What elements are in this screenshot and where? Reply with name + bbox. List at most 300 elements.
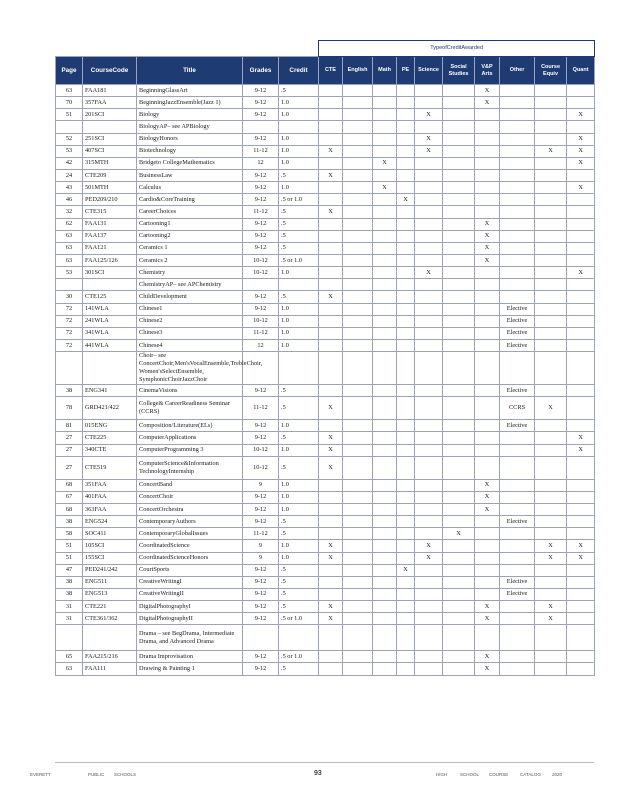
cell-course-equiv bbox=[535, 516, 567, 528]
cell-pe bbox=[397, 303, 415, 315]
cell-cte bbox=[319, 352, 343, 385]
cell-math bbox=[373, 663, 397, 675]
cell-quant: X bbox=[567, 540, 595, 552]
cell-vp-arts bbox=[475, 169, 500, 181]
cell-science bbox=[415, 85, 443, 97]
cell-vp-arts bbox=[475, 206, 500, 218]
cell-pe bbox=[397, 528, 415, 540]
cell-other: Elective bbox=[500, 516, 535, 528]
cell-course-code: 357FAA bbox=[83, 97, 137, 109]
cell-quant bbox=[567, 97, 595, 109]
cell-vp-arts bbox=[475, 157, 500, 169]
cell-course-code: 301SCI bbox=[83, 267, 137, 279]
cell-cte: X bbox=[319, 206, 343, 218]
cell-vp-arts: X bbox=[475, 218, 500, 230]
cell-page: 63 bbox=[56, 254, 83, 266]
cell-page: 27 bbox=[56, 456, 83, 479]
cell-social-studies bbox=[443, 315, 475, 327]
cell-english bbox=[343, 315, 373, 327]
cell-cte: X bbox=[319, 397, 343, 420]
cell-pe bbox=[397, 85, 415, 97]
cell-grades: 12 bbox=[243, 339, 279, 351]
cell-credit: .5 bbox=[279, 601, 319, 613]
cell-course-code bbox=[83, 625, 137, 651]
cell-pe bbox=[397, 121, 415, 133]
cell-math bbox=[373, 339, 397, 351]
cell-other bbox=[500, 109, 535, 121]
cell-course-equiv bbox=[535, 254, 567, 266]
cell-title: ComputerScience&Information TechnologyInternship bbox=[137, 456, 243, 479]
cell-pe: X bbox=[397, 194, 415, 206]
course-credit-table bbox=[55, 40, 595, 676]
cell-math bbox=[373, 491, 397, 503]
cell-quant bbox=[567, 230, 595, 242]
table-row bbox=[56, 503, 595, 515]
cell-grades: 9-12 bbox=[243, 230, 279, 242]
cell-page bbox=[56, 279, 83, 291]
cell-vp-arts bbox=[475, 267, 500, 279]
cell-title: ConcertBand bbox=[137, 479, 243, 491]
col-header-cte: CTE bbox=[319, 57, 343, 85]
cell-course-code: CTE225 bbox=[83, 432, 137, 444]
cell-math bbox=[373, 588, 397, 600]
cell-vp-arts: X bbox=[475, 85, 500, 97]
cell-social-studies bbox=[443, 576, 475, 588]
cell-english bbox=[343, 291, 373, 303]
cell-math bbox=[373, 279, 397, 291]
cell-math bbox=[373, 397, 397, 420]
cell-title: CoordinatedScience bbox=[137, 540, 243, 552]
cell-title: ContemporaryAuthors bbox=[137, 516, 243, 528]
cell-quant bbox=[567, 613, 595, 625]
cell-cte: X bbox=[319, 540, 343, 552]
cell-pe bbox=[397, 218, 415, 230]
cell-science bbox=[415, 397, 443, 420]
cell-grades: 10-12 bbox=[243, 254, 279, 266]
cell-science bbox=[415, 230, 443, 242]
cell-science: X bbox=[415, 267, 443, 279]
cell-pe bbox=[397, 157, 415, 169]
cell-course-code: ENG341 bbox=[83, 385, 137, 397]
cell-other: Elective bbox=[500, 303, 535, 315]
cell-social-studies bbox=[443, 352, 475, 385]
cell-pe bbox=[397, 420, 415, 432]
cell-page: 53 bbox=[56, 145, 83, 157]
cell-page: 72 bbox=[56, 315, 83, 327]
cell-social-studies bbox=[443, 420, 475, 432]
cell-social-studies bbox=[443, 218, 475, 230]
cell-social-studies: X bbox=[443, 528, 475, 540]
cell-quant bbox=[567, 576, 595, 588]
cell-cte bbox=[319, 194, 343, 206]
cell-cte bbox=[319, 564, 343, 576]
cell-credit: 1.0 bbox=[279, 315, 319, 327]
cell-credit: 1.0 bbox=[279, 420, 319, 432]
cell-credit: .5 bbox=[279, 663, 319, 675]
cell-science bbox=[415, 194, 443, 206]
cell-vp-arts bbox=[475, 385, 500, 397]
cell-vp-arts bbox=[475, 303, 500, 315]
cell-page: 63 bbox=[56, 663, 83, 675]
cell-page: 63 bbox=[56, 242, 83, 254]
cell-grades: 9-12 bbox=[243, 601, 279, 613]
cell-other: Elective bbox=[500, 315, 535, 327]
cell-grades bbox=[243, 625, 279, 651]
cell-other bbox=[500, 528, 535, 540]
footer-district-2: PUBLIC bbox=[88, 772, 105, 777]
cell-vp-arts bbox=[475, 444, 500, 456]
cell-vp-arts bbox=[475, 194, 500, 206]
cell-pe bbox=[397, 385, 415, 397]
cell-math bbox=[373, 576, 397, 588]
cell-vp-arts: X bbox=[475, 242, 500, 254]
cell-pe bbox=[397, 133, 415, 145]
cell-page: 24 bbox=[56, 169, 83, 181]
cell-pe bbox=[397, 444, 415, 456]
cell-grades: 10-12 bbox=[243, 444, 279, 456]
cell-quant bbox=[567, 625, 595, 651]
cell-credit: .5 bbox=[279, 528, 319, 540]
cell-math bbox=[373, 206, 397, 218]
cell-math bbox=[373, 456, 397, 479]
cell-title: Cartooning2 bbox=[137, 230, 243, 242]
cell-other: Elective bbox=[500, 339, 535, 351]
cell-quant bbox=[567, 279, 595, 291]
cell-math bbox=[373, 552, 397, 564]
cell-social-studies bbox=[443, 516, 475, 528]
cell-course-code: PED209/210 bbox=[83, 194, 137, 206]
cell-title: CoordinatedScienceHonors bbox=[137, 552, 243, 564]
cell-grades: 9-12 bbox=[243, 194, 279, 206]
cell-math bbox=[373, 254, 397, 266]
cell-cte bbox=[319, 109, 343, 121]
cell-title: College& CareerReadiness Seminar (CCRS) bbox=[137, 397, 243, 420]
cell-grades: 9-12 bbox=[243, 385, 279, 397]
cell-vp-arts bbox=[475, 576, 500, 588]
cell-page: 27 bbox=[56, 432, 83, 444]
cell-credit: .5 bbox=[279, 576, 319, 588]
cell-cte bbox=[319, 133, 343, 145]
table-row bbox=[56, 279, 595, 291]
table-row bbox=[56, 145, 595, 157]
cell-course-equiv bbox=[535, 303, 567, 315]
cell-course-equiv: X bbox=[535, 540, 567, 552]
cell-other: Elective bbox=[500, 385, 535, 397]
cell-grades: 9 bbox=[243, 540, 279, 552]
cell-course-code: 441WLA bbox=[83, 339, 137, 351]
cell-social-studies bbox=[443, 339, 475, 351]
cell-credit: 1.0 bbox=[279, 182, 319, 194]
col-header-course-equiv: Course Equiv bbox=[535, 57, 567, 85]
cell-grades: 9-12 bbox=[243, 303, 279, 315]
cell-english bbox=[343, 97, 373, 109]
cell-quant: X bbox=[567, 109, 595, 121]
cell-quant bbox=[567, 194, 595, 206]
cell-english bbox=[343, 327, 373, 339]
cell-cte: X bbox=[319, 432, 343, 444]
table-row bbox=[56, 352, 595, 385]
cell-english bbox=[343, 397, 373, 420]
cell-credit: .5 bbox=[279, 516, 319, 528]
cell-cte bbox=[319, 157, 343, 169]
cell-social-studies bbox=[443, 444, 475, 456]
cell-cte: X bbox=[319, 601, 343, 613]
cell-science bbox=[415, 169, 443, 181]
cell-science bbox=[415, 651, 443, 663]
cell-cte bbox=[319, 503, 343, 515]
cell-cte bbox=[319, 420, 343, 432]
cell-page: 65 bbox=[56, 651, 83, 663]
cell-cte bbox=[319, 385, 343, 397]
cell-social-studies bbox=[443, 194, 475, 206]
cell-pe bbox=[397, 588, 415, 600]
cell-credit: 1.0 bbox=[279, 303, 319, 315]
cell-grades: 9-12 bbox=[243, 169, 279, 181]
cell-course-code: CTE315 bbox=[83, 206, 137, 218]
cell-quant bbox=[567, 651, 595, 663]
cell-other bbox=[500, 206, 535, 218]
cell-english bbox=[343, 267, 373, 279]
cell-title: Biotechnology bbox=[137, 145, 243, 157]
cell-course-equiv bbox=[535, 194, 567, 206]
table-row bbox=[56, 588, 595, 600]
cell-math bbox=[373, 242, 397, 254]
cell-vp-arts: X bbox=[475, 601, 500, 613]
cell-science bbox=[415, 432, 443, 444]
cell-english bbox=[343, 552, 373, 564]
cell-pe bbox=[397, 651, 415, 663]
cell-course-equiv bbox=[535, 327, 567, 339]
cell-course-code: 351FAA bbox=[83, 479, 137, 491]
cell-social-studies bbox=[443, 456, 475, 479]
cell-credit: 1.0 bbox=[279, 157, 319, 169]
cell-course-equiv: X bbox=[535, 397, 567, 420]
cell-course-code: 340CTE bbox=[83, 444, 137, 456]
cell-quant bbox=[567, 315, 595, 327]
cell-pe bbox=[397, 516, 415, 528]
cell-credit: .5 bbox=[279, 432, 319, 444]
cell-english bbox=[343, 601, 373, 613]
cell-course-code: FAA121 bbox=[83, 242, 137, 254]
cell-credit: .5 bbox=[279, 456, 319, 479]
cell-page: 67 bbox=[56, 491, 83, 503]
cell-course-equiv bbox=[535, 576, 567, 588]
cell-course-equiv: X bbox=[535, 601, 567, 613]
cell-course-code bbox=[83, 121, 137, 133]
cell-quant bbox=[567, 254, 595, 266]
cell-credit: 1.0 bbox=[279, 133, 319, 145]
cell-math bbox=[373, 194, 397, 206]
cell-course-code: 401FAA bbox=[83, 491, 137, 503]
cell-math bbox=[373, 230, 397, 242]
cell-cte bbox=[319, 97, 343, 109]
cell-page: 38 bbox=[56, 588, 83, 600]
cell-page: 30 bbox=[56, 291, 83, 303]
cell-course-equiv bbox=[535, 242, 567, 254]
table-row bbox=[56, 133, 595, 145]
cell-credit: .5 or 1.0 bbox=[279, 651, 319, 663]
cell-english bbox=[343, 613, 373, 625]
cell-page: 58 bbox=[56, 528, 83, 540]
cell-science bbox=[415, 206, 443, 218]
cell-math bbox=[373, 564, 397, 576]
table-row bbox=[56, 121, 595, 133]
cell-quant bbox=[567, 327, 595, 339]
cell-course-code: 341WLA bbox=[83, 327, 137, 339]
cell-math bbox=[373, 479, 397, 491]
cell-vp-arts bbox=[475, 339, 500, 351]
cell-page: 51 bbox=[56, 552, 83, 564]
cell-science bbox=[415, 218, 443, 230]
cell-credit: .5 or 1.0 bbox=[279, 613, 319, 625]
cell-course-code: CTE209 bbox=[83, 169, 137, 181]
cell-math bbox=[373, 85, 397, 97]
cell-course-equiv bbox=[535, 456, 567, 479]
cell-course-equiv bbox=[535, 206, 567, 218]
cell-science bbox=[415, 242, 443, 254]
cell-title: CreativeWritingII bbox=[137, 588, 243, 600]
cell-science bbox=[415, 601, 443, 613]
cell-pe bbox=[397, 397, 415, 420]
cell-math bbox=[373, 503, 397, 515]
cell-math bbox=[373, 145, 397, 157]
cell-quant: X bbox=[567, 133, 595, 145]
cell-vp-arts bbox=[475, 182, 500, 194]
cell-title: Biology bbox=[137, 109, 243, 121]
cell-course-equiv bbox=[535, 528, 567, 540]
cell-page bbox=[56, 625, 83, 651]
cell-other bbox=[500, 456, 535, 479]
table-row bbox=[56, 516, 595, 528]
cell-other: Elective bbox=[500, 588, 535, 600]
cell-science bbox=[415, 491, 443, 503]
table-row bbox=[56, 303, 595, 315]
cell-course-code: 141WLA bbox=[83, 303, 137, 315]
footer-title-5: 2020 bbox=[552, 772, 563, 777]
cell-cte bbox=[319, 576, 343, 588]
table-row bbox=[56, 254, 595, 266]
cell-social-studies bbox=[443, 133, 475, 145]
cell-science bbox=[415, 444, 443, 456]
cell-course-equiv bbox=[535, 133, 567, 145]
cell-grades: 9-12 bbox=[243, 432, 279, 444]
cell-credit bbox=[279, 121, 319, 133]
cell-math bbox=[373, 601, 397, 613]
table-row bbox=[56, 182, 595, 194]
footer-district-1: EVERETT bbox=[30, 772, 51, 777]
course-catalog-sheet bbox=[55, 40, 594, 676]
table-row bbox=[56, 315, 595, 327]
cell-course-equiv bbox=[535, 444, 567, 456]
cell-pe bbox=[397, 169, 415, 181]
cell-course-code: PED241/242 bbox=[83, 564, 137, 576]
cell-vp-arts bbox=[475, 588, 500, 600]
table-row bbox=[56, 420, 595, 432]
cell-title: ComputerApplications bbox=[137, 432, 243, 444]
cell-course-equiv bbox=[535, 182, 567, 194]
cell-grades: 9-12 bbox=[243, 651, 279, 663]
table-row bbox=[56, 613, 595, 625]
cell-science bbox=[415, 564, 443, 576]
cell-pe bbox=[397, 291, 415, 303]
cell-grades bbox=[243, 279, 279, 291]
cell-quant bbox=[567, 352, 595, 385]
cell-credit bbox=[279, 625, 319, 651]
cell-quant bbox=[567, 397, 595, 420]
cell-vp-arts bbox=[475, 456, 500, 479]
cell-math bbox=[373, 516, 397, 528]
cell-vp-arts: X bbox=[475, 663, 500, 675]
cell-credit: 1.0 bbox=[279, 540, 319, 552]
cell-cte: X bbox=[319, 291, 343, 303]
cell-page: 72 bbox=[56, 339, 83, 351]
cell-other bbox=[500, 552, 535, 564]
cell-pe bbox=[397, 552, 415, 564]
col-header-credit: Credit bbox=[279, 57, 319, 85]
cell-title: Chinese4 bbox=[137, 339, 243, 351]
cell-course-equiv: X bbox=[535, 613, 567, 625]
cell-science bbox=[415, 315, 443, 327]
cell-science: X bbox=[415, 540, 443, 552]
cell-other bbox=[500, 479, 535, 491]
col-header-english: English bbox=[343, 57, 373, 85]
table-row bbox=[56, 218, 595, 230]
cell-social-studies bbox=[443, 182, 475, 194]
cell-social-studies bbox=[443, 663, 475, 675]
cell-course-code: 105SCI bbox=[83, 540, 137, 552]
cell-vp-arts: X bbox=[475, 651, 500, 663]
cell-credit: .5 bbox=[279, 169, 319, 181]
cell-page: 72 bbox=[56, 303, 83, 315]
cell-title: ContemporaryGlobalIssues bbox=[137, 528, 243, 540]
col-header-science: Science bbox=[415, 57, 443, 85]
table-row bbox=[56, 479, 595, 491]
column-header-row bbox=[56, 57, 595, 85]
cell-course-equiv bbox=[535, 339, 567, 351]
table-row bbox=[56, 385, 595, 397]
cell-math bbox=[373, 169, 397, 181]
cell-other bbox=[500, 194, 535, 206]
cell-math bbox=[373, 385, 397, 397]
cell-course-equiv bbox=[535, 385, 567, 397]
cell-page: 78 bbox=[56, 397, 83, 420]
table-row bbox=[56, 397, 595, 420]
cell-cte bbox=[319, 491, 343, 503]
cell-grades: 11-12 bbox=[243, 327, 279, 339]
cell-credit: .5 bbox=[279, 291, 319, 303]
cell-vp-arts bbox=[475, 109, 500, 121]
cell-grades: 9-12 bbox=[243, 182, 279, 194]
cell-title: BeginningJazzEnsemble(Jazz 1) bbox=[137, 97, 243, 109]
cell-credit: 1.0 bbox=[279, 503, 319, 515]
footer-district-3: SCHOOLS bbox=[114, 772, 137, 777]
cell-social-studies bbox=[443, 552, 475, 564]
cell-quant: X bbox=[567, 444, 595, 456]
cell-english bbox=[343, 625, 373, 651]
col-header-grades: Grades bbox=[243, 57, 279, 85]
cell-pe bbox=[397, 230, 415, 242]
cell-title: CreativeWritingI bbox=[137, 576, 243, 588]
cell-title: Chinese2 bbox=[137, 315, 243, 327]
cell-quant bbox=[567, 503, 595, 515]
table-row bbox=[56, 432, 595, 444]
cell-quant: X bbox=[567, 552, 595, 564]
cell-course-equiv bbox=[535, 291, 567, 303]
course-rows bbox=[56, 85, 595, 676]
cell-other bbox=[500, 157, 535, 169]
cell-cte bbox=[319, 267, 343, 279]
cell-vp-arts: X bbox=[475, 479, 500, 491]
